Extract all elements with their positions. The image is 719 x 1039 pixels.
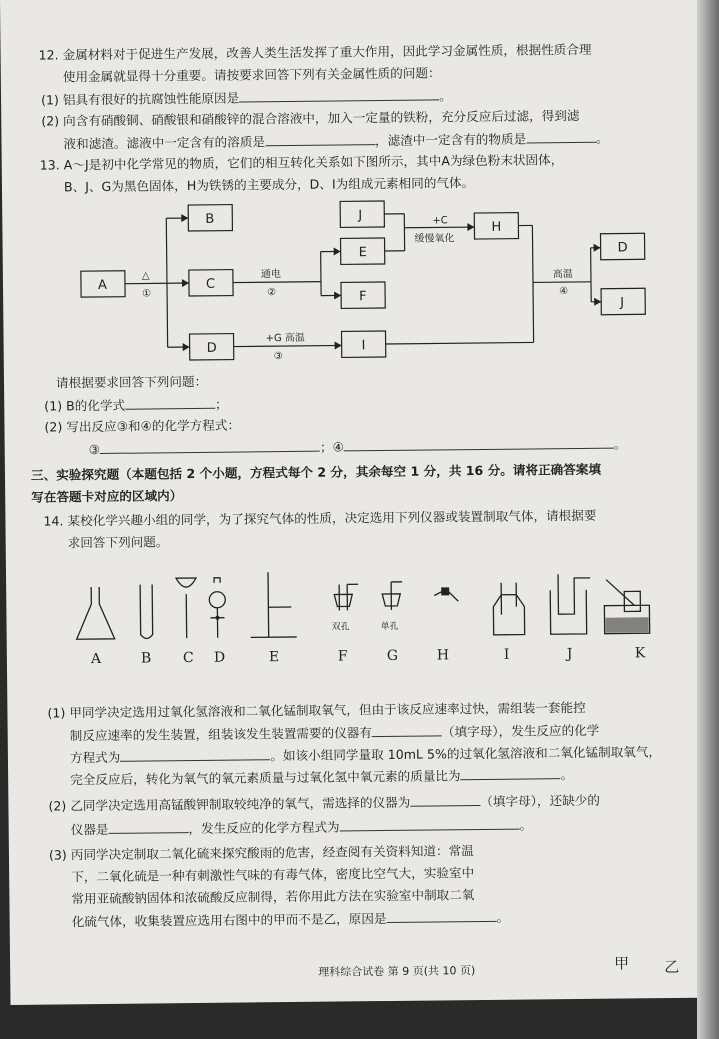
answer-blank[interactable] xyxy=(108,820,188,834)
q14-part2-b-text: 仪器是 xyxy=(70,821,109,838)
section3-title-b: 写在答题卡对应的区域内） xyxy=(31,488,183,505)
apparatus-E-stand xyxy=(268,572,269,637)
q14-part3-c: 常用亚硫酸钠固体和浓硫酸反应制得，若你用此方法在实验室中制取二氧 xyxy=(71,887,475,907)
q12-part2-text: 液和滤渣。滤液中一定含有的溶质是 xyxy=(63,134,266,152)
q14-part1-d-end: 。 xyxy=(560,767,574,783)
page-footer: 理科综合试卷 第 9 页(共 10 页) xyxy=(318,964,476,979)
q12-part1-text: (1) 铝具有很好的抗腐蚀性能原因是 xyxy=(40,90,240,108)
apparatus-I-bottle xyxy=(493,595,524,635)
reaction3-label: ③ xyxy=(273,351,283,363)
q14-part1-d xyxy=(70,766,573,788)
label-B: B xyxy=(140,650,152,667)
answer-blank[interactable] xyxy=(410,793,480,807)
node-B: B xyxy=(205,211,215,227)
reaction4-condition: 高温 xyxy=(552,269,573,281)
node-F: F xyxy=(359,289,367,305)
label-A: A xyxy=(90,650,102,668)
q14-line1: 14. 某校化学兴趣小组的同学，为了探究气体的性质，决定选用下列仪器或装置制取气体，请根据要 xyxy=(43,507,597,529)
answer-blank[interactable] xyxy=(460,766,560,780)
label-F: F xyxy=(337,648,348,665)
q14-part2-b xyxy=(71,816,533,838)
q14-part3-d-text: 化硫气体，收集装置应选用右图中的甲而不是乙，原因是 xyxy=(71,911,387,930)
q14-part3-d xyxy=(72,909,510,931)
apparatus-A-flask xyxy=(76,587,115,639)
node-C: C xyxy=(205,276,216,292)
q13-line2: B、J、G为黑色固体，H为铁锈的主要成分，D、I为组成元素相同的气体。 xyxy=(63,175,475,195)
q13-eq3-label: ③ xyxy=(88,441,101,458)
q14-part2-b-end: 。 xyxy=(519,817,533,833)
node-I: I xyxy=(361,338,366,354)
apparatus-B-tube xyxy=(140,584,153,638)
label-J: J xyxy=(566,646,573,663)
answer-blank[interactable] xyxy=(339,817,519,832)
node-J2: J xyxy=(620,295,625,311)
section3-title-a: 三、实验探究题（本题包括 2 个小题，方程式每个 2 分，其余每空 1 分，共 16 分。请将正确答案填 xyxy=(30,461,602,483)
label-G: G xyxy=(386,647,399,664)
node-H: H xyxy=(491,219,502,235)
q12-line1: 12. 金属材料对于促进生产发展，改善人类生活发挥了重大作用，因此学习金属性质，根据性质合理 xyxy=(38,41,592,63)
label-E: E xyxy=(268,649,280,666)
node-J: J xyxy=(358,208,363,224)
q14-part3-d-end: 。 xyxy=(496,909,510,925)
bottle-jia-label: 甲 xyxy=(614,954,630,973)
q14-part1-a: (1) 甲同学决定选用过氧化氢溶液和二氧化锰制取氧气，但由于该反应速率过快，需组装一套能控 xyxy=(47,699,586,721)
q14-part1-c-end: 。如该小组同学量取 10mL 5%的过氧化氢溶液和二氧化锰制取氧气， xyxy=(270,744,662,764)
bottle-yi-label: 乙 xyxy=(664,957,680,977)
q14-line2: 求回答下列问题。 xyxy=(67,534,169,551)
q12-line2: 使用金属就显得十分重要。请按要求回答下列有关金属性质的问题： xyxy=(62,65,441,85)
apparatus-C-funnel xyxy=(176,578,196,587)
reaction4-label: ④ xyxy=(559,286,569,298)
reaction5-reagent: +C xyxy=(432,215,448,227)
reaction2-condition: 通电 xyxy=(260,269,281,281)
q14-part1-b-text: 制反应速率的发生装置，组装该发生装置需要的仪器有 xyxy=(69,725,373,744)
apparatus-F-stopper xyxy=(334,594,352,606)
apparatus-J-bottle xyxy=(550,590,586,634)
q14-part1-d-text: 完全反应后，转化为氧气的氧元素质量与过氧化氢中氧元素的质量比为 xyxy=(70,768,461,788)
node-D: D xyxy=(206,340,217,356)
q13-prompt: 请根据要求回答下列问题： xyxy=(55,373,208,391)
q13-part2-end: 。 xyxy=(613,436,627,452)
q14-part3-a: (3) 丙同学决定制取二氧化硫来探究酸雨的危害，经查阅有关资料知道：常温 xyxy=(48,843,474,863)
q13-part2: (2) 写出反应③和④的化学方程式： xyxy=(44,417,241,435)
q13-eq4-label: ；④ xyxy=(319,439,344,455)
reaction2-label: ② xyxy=(267,287,277,299)
label-H: H xyxy=(436,647,450,664)
q14-part1-b-end: （填字母），发生反应的化学 xyxy=(441,722,600,740)
q14-part1-c xyxy=(70,743,661,766)
node-D2: D xyxy=(617,240,628,256)
answer-blank[interactable] xyxy=(386,909,496,923)
q14-part2-a xyxy=(48,792,600,815)
reaction1-label: ① xyxy=(142,288,152,300)
label-D: D xyxy=(213,649,226,666)
answer-blank[interactable] xyxy=(372,723,442,737)
reaction3-condition: +G 高温 xyxy=(265,332,305,345)
label-C: C xyxy=(182,650,194,667)
q12-part2-a: (2) 向含有硝酸铜、硝酸银和硝酸锌的混合溶液中，加入一定量的铁粉，充分反应后过滤，得到滤 xyxy=(41,107,580,129)
reaction5-condition: 缓慢氧化 xyxy=(414,233,455,245)
reaction1-condition: △ xyxy=(141,270,150,282)
apparatus-G-note: 单孔 xyxy=(380,621,399,633)
q13-part1-end: ； xyxy=(215,396,228,412)
page-edge-shadow xyxy=(697,0,719,1039)
q14-part2-a-end: （填字母），还缺少的 xyxy=(480,792,601,810)
answer-blank[interactable] xyxy=(120,747,270,762)
label-I: I xyxy=(503,646,510,663)
q14-part1-b xyxy=(70,722,600,745)
q12-part2-text2: ，滤渣中一定含有的物质是 xyxy=(374,131,527,149)
q13-part1-text: (1) B的化学式 xyxy=(44,397,126,414)
q12-part2-end: 。 xyxy=(596,130,609,146)
q12-part1-end: 。 xyxy=(439,88,452,104)
label-K: K xyxy=(634,645,646,662)
q14-part3-b: 下，二氧化硫是一种有刺激性气味的有毒气体，密度比空气大，实验室中 xyxy=(71,865,475,885)
q14-part2-a-text: (2) 乙同学决定选用高锰酸钾制取较纯净的氧气，需选择的仪器为 xyxy=(48,794,411,814)
node-A: A xyxy=(97,277,107,293)
apparatus-F-note: 双孔 xyxy=(331,622,350,633)
q14-part1-c-text: 方程式为 xyxy=(69,749,121,766)
node-E: E xyxy=(358,245,367,261)
q13-line1: 13. A～J是初中化学常见的物质，它们的相互转化关系如下图所示，其中A为绿色粉末状固体， xyxy=(39,152,564,173)
q14-part2-b-mid: ，发生反应的化学方程式为 xyxy=(188,819,340,837)
